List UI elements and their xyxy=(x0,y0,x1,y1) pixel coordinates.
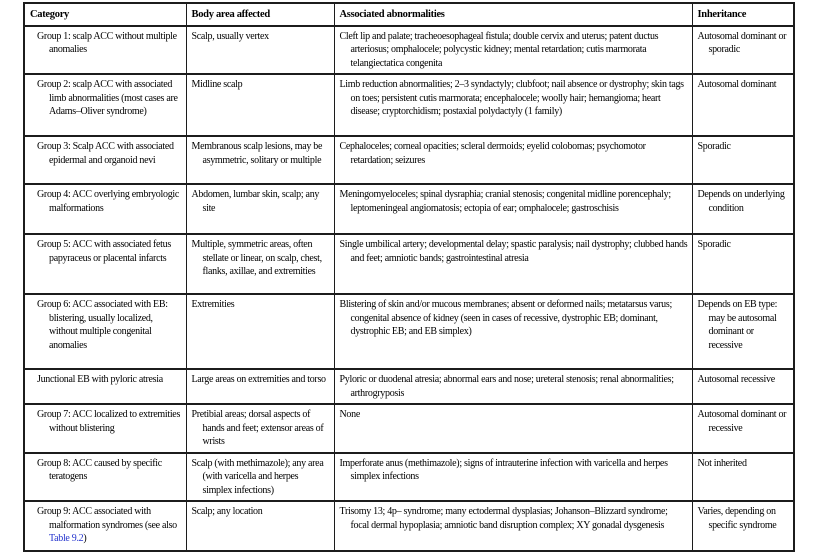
category-cell: Group 1: scalp ACC without multiple anomalies xyxy=(24,26,186,75)
inheritance-cell: Autosomal dominant xyxy=(692,74,794,136)
cell-text: Group 9: ACC associated with malformation syndromes (see also xyxy=(37,506,177,531)
abnormalities-cell: Cleft lip and palate; tracheoesophageal fistula; double cervix and uterus; patent ductus arteriosus; omphalocele; polycystic kidney; mental retardation; cutis marmorata telangiectatica congenita xyxy=(334,26,692,75)
table-9-2-link[interactable]: Table 9.2 xyxy=(49,533,84,544)
abnormalities-cell: Cephaloceles; corneal opacities; scleral dermoids; eyelid colobomas; psychomotor retardation; seizures xyxy=(334,136,692,184)
inheritance-cell: Sporadic xyxy=(692,136,794,184)
column-header-inheritance: Inheritance xyxy=(692,3,794,26)
abnormalities-cell: Pyloric or duodenal atresia; abnormal ears and nose; ureteral stenosis; renal abnormalities; arthrogryposis xyxy=(334,369,692,404)
table-header xyxy=(24,3,794,26)
category-cell xyxy=(24,501,186,551)
body-area-cell: Extremities xyxy=(186,294,334,369)
body-area-cell: Pretibial areas; dorsal aspects of hands and feet; extensor areas of wrists xyxy=(186,404,334,453)
category-cell: Group 5: ACC with associated fetus papyraceus or placental infarcts xyxy=(24,234,186,294)
body-area-cell: Membranous scalp lesions, may be asymmetric, solitary or multiple xyxy=(186,136,334,184)
abnormalities-cell: None xyxy=(334,404,692,453)
table-row xyxy=(24,136,794,184)
body-area-cell: Midline scalp xyxy=(186,74,334,136)
abnormalities-cell: Single umbilical artery; developmental delay; spastic paralysis; nail dystrophy; clubbed hands and feet; amniotic bands; gastrointestinal atresia xyxy=(334,234,692,294)
body-area-cell: Large areas on extremities and torso xyxy=(186,369,334,404)
table-row xyxy=(24,184,794,234)
category-cell: Group 4: ACC overlying embryologic malformations xyxy=(24,184,186,234)
table-row xyxy=(24,369,794,404)
inheritance-cell: Autosomal recessive xyxy=(692,369,794,404)
body-area-cell: Scalp, usually vertex xyxy=(186,26,334,75)
table-row xyxy=(24,453,794,502)
table-row xyxy=(24,74,794,136)
inheritance-cell: Depends on underlying condition xyxy=(692,184,794,234)
table-row xyxy=(24,501,794,551)
body-area-cell: Multiple, symmetric areas, often stellate or linear, on scalp, chest, flanks, axillae, and extremities xyxy=(186,234,334,294)
column-header-category: Category xyxy=(24,3,186,26)
category-cell: Group 2: scalp ACC with associated limb abnormalities (most cases are Adams–Oliver syndrome) xyxy=(24,74,186,136)
table-row xyxy=(24,234,794,294)
abnormalities-cell: Trisomy 13; 4p– syndrome; many ectodermal dysplasias; Johanson–Blizzard syndrome; focal dermal hypoplasia; amniotic band disruption complex; XY gonadal dysgenesis xyxy=(334,501,692,551)
table-body xyxy=(24,26,794,552)
abnormalities-cell: Meningomyeloceles; spinal dysraphia; cranial stenosis; congenital midline porencephaly; leptomeningeal angiomatosis; ectopia of ear; omphalocele; gastroschisis xyxy=(334,184,692,234)
table-row xyxy=(24,26,794,75)
abnormalities-cell: Imperforate anus (methimazole); signs of intrauterine infection with varicella and herpes simplex infections xyxy=(334,453,692,502)
header-row xyxy=(24,3,794,26)
inheritance-cell: Sporadic xyxy=(692,234,794,294)
column-header-body-area-affected: Body area affected xyxy=(186,3,334,26)
acc-classification-table-wrap xyxy=(23,2,795,552)
inheritance-cell: Varies, depending on specific syndrome xyxy=(692,501,794,551)
body-area-cell: Abdomen, lumbar skin, scalp; any site xyxy=(186,184,334,234)
category-cell: Group 3: Scalp ACC with associated epidermal and organoid nevi xyxy=(24,136,186,184)
category-cell: Group 7: ACC localized to extremities without blistering xyxy=(24,404,186,453)
inheritance-cell: Depends on EB type: may be autosomal dominant or recessive xyxy=(692,294,794,369)
table-row xyxy=(24,294,794,369)
inheritance-cell: Not inherited xyxy=(692,453,794,502)
category-cell: Junctional EB with pyloric atresia xyxy=(24,369,186,404)
abnormalities-cell: Blistering of skin and/or mucous membranes; absent or deformed nails; metatarsus varus; congenital absence of kidney (seen in cases of recessive, dystrophic EB; dominant, dystrophic EB; and EB simplex) xyxy=(334,294,692,369)
body-area-cell: Scalp; any location xyxy=(186,501,334,551)
acc-classification-table xyxy=(23,2,795,552)
category-cell: Group 8: ACC caused by specific teratogens xyxy=(24,453,186,502)
category-cell: Group 6: ACC associated with EB: blistering, usually localized, without multiple congenital anomalies xyxy=(24,294,186,369)
inheritance-cell: Autosomal dominant or recessive xyxy=(692,404,794,453)
cell-text: ) xyxy=(83,533,87,544)
body-area-cell: Scalp (with methimazole); any area (with varicella and herpes simplex infections) xyxy=(186,453,334,502)
table-row xyxy=(24,404,794,453)
abnormalities-cell: Limb reduction abnormalities; 2–3 syndactyly; clubfoot; nail absence or dystrophy; skin tags on toes; persistent cutis marmorata; encephalocele; woolly hair; hemangioma; heart disease; cryptorchidism; postaxial polydactyly (1 family) xyxy=(334,74,692,136)
column-header-associated-abnormalities: Associated abnormalities xyxy=(334,3,692,26)
inheritance-cell: Autosomal dominant or sporadic xyxy=(692,26,794,75)
